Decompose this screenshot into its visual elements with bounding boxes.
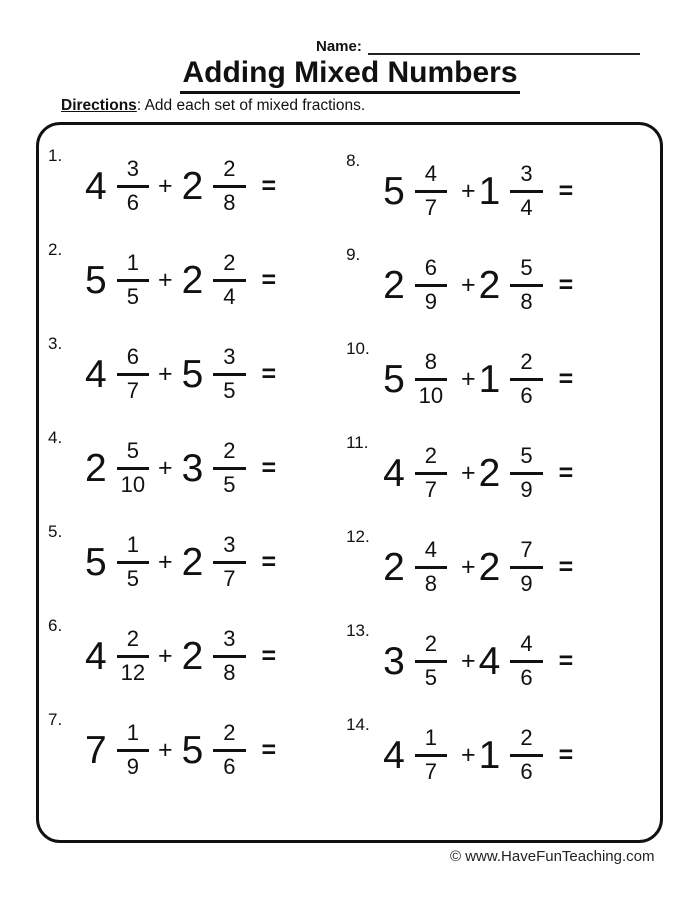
fraction-2	[213, 157, 245, 214]
fraction-2	[213, 439, 245, 496]
equals-sign: =	[261, 171, 277, 200]
fraction-2	[213, 345, 245, 402]
denominator-1: 8	[424, 570, 438, 596]
whole-number-2: 3	[181, 446, 204, 490]
whole-number-2: 2	[478, 263, 501, 307]
numerator-1: 2	[415, 632, 447, 662]
whole-number-2: 4	[478, 639, 501, 683]
equals-sign: =	[261, 265, 277, 294]
problem-row	[39, 515, 337, 609]
problem-expression	[85, 251, 276, 308]
whole-number-1: 4	[85, 352, 107, 396]
numerator-2: 3	[213, 345, 245, 375]
numerator-2: 2	[213, 439, 245, 469]
numerator-2: 2	[213, 721, 245, 751]
fraction-2	[510, 444, 542, 501]
denominator-2: 8	[223, 659, 236, 685]
denominator-2: 9	[520, 570, 533, 596]
denominator-1: 7	[424, 758, 438, 784]
whole-number-2: 2	[181, 258, 204, 302]
problem-number: 10.	[346, 339, 370, 358]
equals-sign: =	[261, 359, 277, 388]
denominator-1: 5	[126, 565, 139, 591]
equals-sign: =	[558, 270, 574, 299]
denominator-2: 4	[520, 194, 533, 220]
numerator-1: 5	[117, 439, 149, 469]
plus-sign: +	[157, 641, 173, 670]
fraction-1	[117, 721, 149, 778]
fraction-1	[415, 256, 447, 313]
name-row	[316, 38, 640, 55]
fraction-1	[117, 439, 149, 496]
plus-sign: +	[461, 646, 476, 675]
numerator-1: 1	[117, 721, 149, 751]
whole-number-2: 1	[478, 169, 501, 213]
equals-sign: =	[558, 364, 574, 393]
equals-sign: =	[558, 176, 574, 205]
denominator-1: 10	[120, 471, 146, 497]
plus-sign: +	[461, 270, 476, 299]
fraction-2	[510, 162, 542, 219]
equals-sign: =	[261, 547, 277, 576]
denominator-2: 6	[520, 664, 533, 690]
fraction-1	[415, 162, 447, 219]
fraction-1	[117, 251, 149, 308]
problem-expression	[383, 256, 573, 313]
problem-expression	[383, 444, 573, 501]
fraction-1	[415, 632, 447, 689]
numerator-1: 1	[117, 533, 149, 563]
whole-number-2: 2	[181, 634, 204, 678]
numerator-1: 2	[415, 444, 447, 474]
numerator-1: 2	[117, 627, 149, 657]
fraction-2	[510, 632, 542, 689]
problem-expression	[85, 533, 276, 590]
denominator-1: 9	[424, 288, 438, 314]
numerator-2: 3	[213, 627, 245, 657]
whole-number-1: 2	[383, 263, 405, 307]
whole-number-2: 2	[181, 540, 204, 584]
directions	[61, 97, 365, 115]
whole-number-1: 5	[383, 169, 405, 213]
fraction-2	[213, 627, 245, 684]
denominator-1: 10	[418, 382, 444, 408]
denominator-2: 4	[223, 283, 236, 309]
problem-number: 6.	[48, 616, 63, 635]
whole-number-1: 4	[85, 164, 107, 208]
problem-row	[337, 144, 660, 238]
problem-number: 5.	[48, 522, 63, 541]
whole-number-1: 2	[383, 545, 405, 589]
denominator-2: 8	[520, 288, 533, 314]
fraction-1	[415, 538, 447, 595]
whole-number-2: 2	[478, 545, 501, 589]
problem-row	[39, 327, 337, 421]
plus-sign: +	[461, 458, 476, 487]
problem-row	[337, 238, 660, 332]
whole-number-1: 5	[85, 540, 107, 584]
plus-sign: +	[157, 735, 173, 764]
numerator-2: 2	[213, 251, 245, 281]
problem-row	[39, 609, 337, 703]
plus-sign: +	[461, 552, 476, 581]
problems-column-right	[337, 125, 660, 840]
fraction-1	[117, 533, 149, 590]
problem-number: 3.	[48, 334, 63, 353]
denominator-2: 8	[223, 189, 236, 215]
plus-sign: +	[461, 176, 476, 205]
plus-sign: +	[461, 740, 476, 769]
directions-text: : Add each set of mixed fractions.	[136, 97, 366, 114]
problem-number: 11.	[346, 433, 369, 452]
problem-row	[337, 614, 660, 708]
plus-sign: +	[461, 364, 476, 393]
whole-number-2: 1	[478, 357, 501, 401]
fraction-2	[213, 533, 245, 590]
name-label: Name:	[316, 38, 362, 55]
problem-number: 2.	[48, 240, 63, 259]
problem-number: 14.	[346, 715, 370, 734]
whole-number-2: 2	[181, 164, 204, 208]
problem-expression	[383, 632, 573, 689]
numerator-1: 6	[415, 256, 447, 286]
problem-row	[337, 332, 660, 426]
problem-number: 8.	[346, 151, 361, 170]
whole-number-1: 7	[85, 728, 107, 772]
fraction-1	[117, 157, 149, 214]
fraction-2	[510, 726, 542, 783]
numerator-2: 4	[510, 632, 542, 662]
equals-sign: =	[558, 458, 574, 487]
whole-number-2: 1	[478, 733, 501, 777]
fraction-2	[213, 721, 245, 778]
plus-sign: +	[157, 265, 173, 294]
denominator-1: 7	[126, 377, 139, 403]
problem-number: 9.	[346, 245, 361, 264]
problem-expression	[85, 157, 276, 214]
whole-number-1: 2	[85, 446, 107, 490]
problem-row	[39, 139, 337, 233]
plus-sign: +	[157, 547, 173, 576]
equals-sign: =	[261, 453, 277, 482]
footer-credit: © www.HaveFunTeaching.com	[450, 848, 655, 865]
problem-row	[39, 233, 337, 327]
page-title: Adding Mixed Numbers	[180, 56, 519, 94]
problem-number: 4.	[48, 428, 63, 447]
numerator-1: 1	[117, 251, 149, 281]
numerator-1: 1	[415, 726, 447, 756]
name-fill-line[interactable]	[368, 38, 640, 55]
numerator-2: 2	[213, 157, 245, 187]
problem-expression	[383, 538, 573, 595]
denominator-1: 7	[424, 194, 438, 220]
problem-expression	[383, 350, 573, 407]
whole-number-2: 5	[181, 352, 204, 396]
problem-row	[39, 703, 337, 797]
problem-number: 1.	[48, 146, 63, 165]
whole-number-1: 4	[383, 733, 405, 777]
problem-number: 13.	[346, 621, 370, 640]
equals-sign: =	[558, 552, 574, 581]
problems-column-left	[39, 125, 337, 840]
numerator-1: 4	[415, 538, 447, 568]
denominator-2: 6	[520, 382, 533, 408]
denominator-1: 6	[126, 189, 139, 215]
fraction-2	[510, 256, 542, 313]
problem-expression	[85, 627, 276, 684]
numerator-1: 3	[117, 157, 149, 187]
denominator-2: 7	[223, 565, 236, 591]
numerator-2: 3	[510, 162, 542, 192]
denominator-1: 7	[424, 476, 438, 502]
whole-number-1: 4	[383, 451, 405, 495]
problem-row	[39, 421, 337, 515]
denominator-2: 5	[223, 471, 236, 497]
denominator-2: 5	[223, 377, 236, 403]
whole-number-1: 3	[383, 639, 405, 683]
denominator-1: 5	[126, 283, 139, 309]
fraction-2	[510, 538, 542, 595]
numerator-1: 4	[415, 162, 447, 192]
whole-number-2: 2	[478, 451, 501, 495]
numerator-2: 5	[510, 444, 542, 474]
problem-expression	[383, 726, 573, 783]
problem-row	[337, 426, 660, 520]
denominator-2: 6	[520, 758, 533, 784]
numerator-1: 8	[415, 350, 447, 380]
whole-number-2: 5	[181, 728, 204, 772]
numerator-2: 2	[510, 726, 542, 756]
fraction-2	[510, 350, 542, 407]
fraction-1	[117, 627, 149, 684]
problem-expression	[85, 439, 276, 496]
numerator-2: 3	[213, 533, 245, 563]
denominator-1: 9	[126, 753, 139, 779]
fraction-1	[415, 726, 447, 783]
title-wrap	[0, 56, 700, 94]
fraction-1	[117, 345, 149, 402]
problem-expression	[85, 345, 276, 402]
numerator-1: 6	[117, 345, 149, 375]
problem-expression	[85, 721, 276, 778]
equals-sign: =	[261, 735, 277, 764]
problem-row	[337, 708, 660, 802]
whole-number-1: 5	[85, 258, 107, 302]
directions-label: Directions	[61, 97, 137, 114]
whole-number-1: 5	[383, 357, 405, 401]
denominator-2: 9	[520, 476, 533, 502]
numerator-2: 7	[510, 538, 542, 568]
problem-expression	[383, 162, 573, 219]
numerator-2: 5	[510, 256, 542, 286]
fraction-1	[415, 444, 447, 501]
problem-number: 7.	[48, 710, 63, 729]
problems-container	[36, 122, 663, 843]
denominator-1: 12	[120, 659, 146, 685]
denominator-1: 5	[424, 664, 438, 690]
plus-sign: +	[157, 453, 173, 482]
plus-sign: +	[157, 171, 173, 200]
plus-sign: +	[157, 359, 173, 388]
problem-number: 12.	[346, 527, 370, 546]
numerator-2: 2	[510, 350, 542, 380]
equals-sign: =	[558, 740, 574, 769]
fraction-2	[213, 251, 245, 308]
problem-row	[337, 520, 660, 614]
fraction-1	[415, 350, 447, 407]
equals-sign: =	[261, 641, 277, 670]
whole-number-1: 4	[85, 634, 107, 678]
denominator-2: 6	[223, 753, 236, 779]
equals-sign: =	[558, 646, 574, 675]
